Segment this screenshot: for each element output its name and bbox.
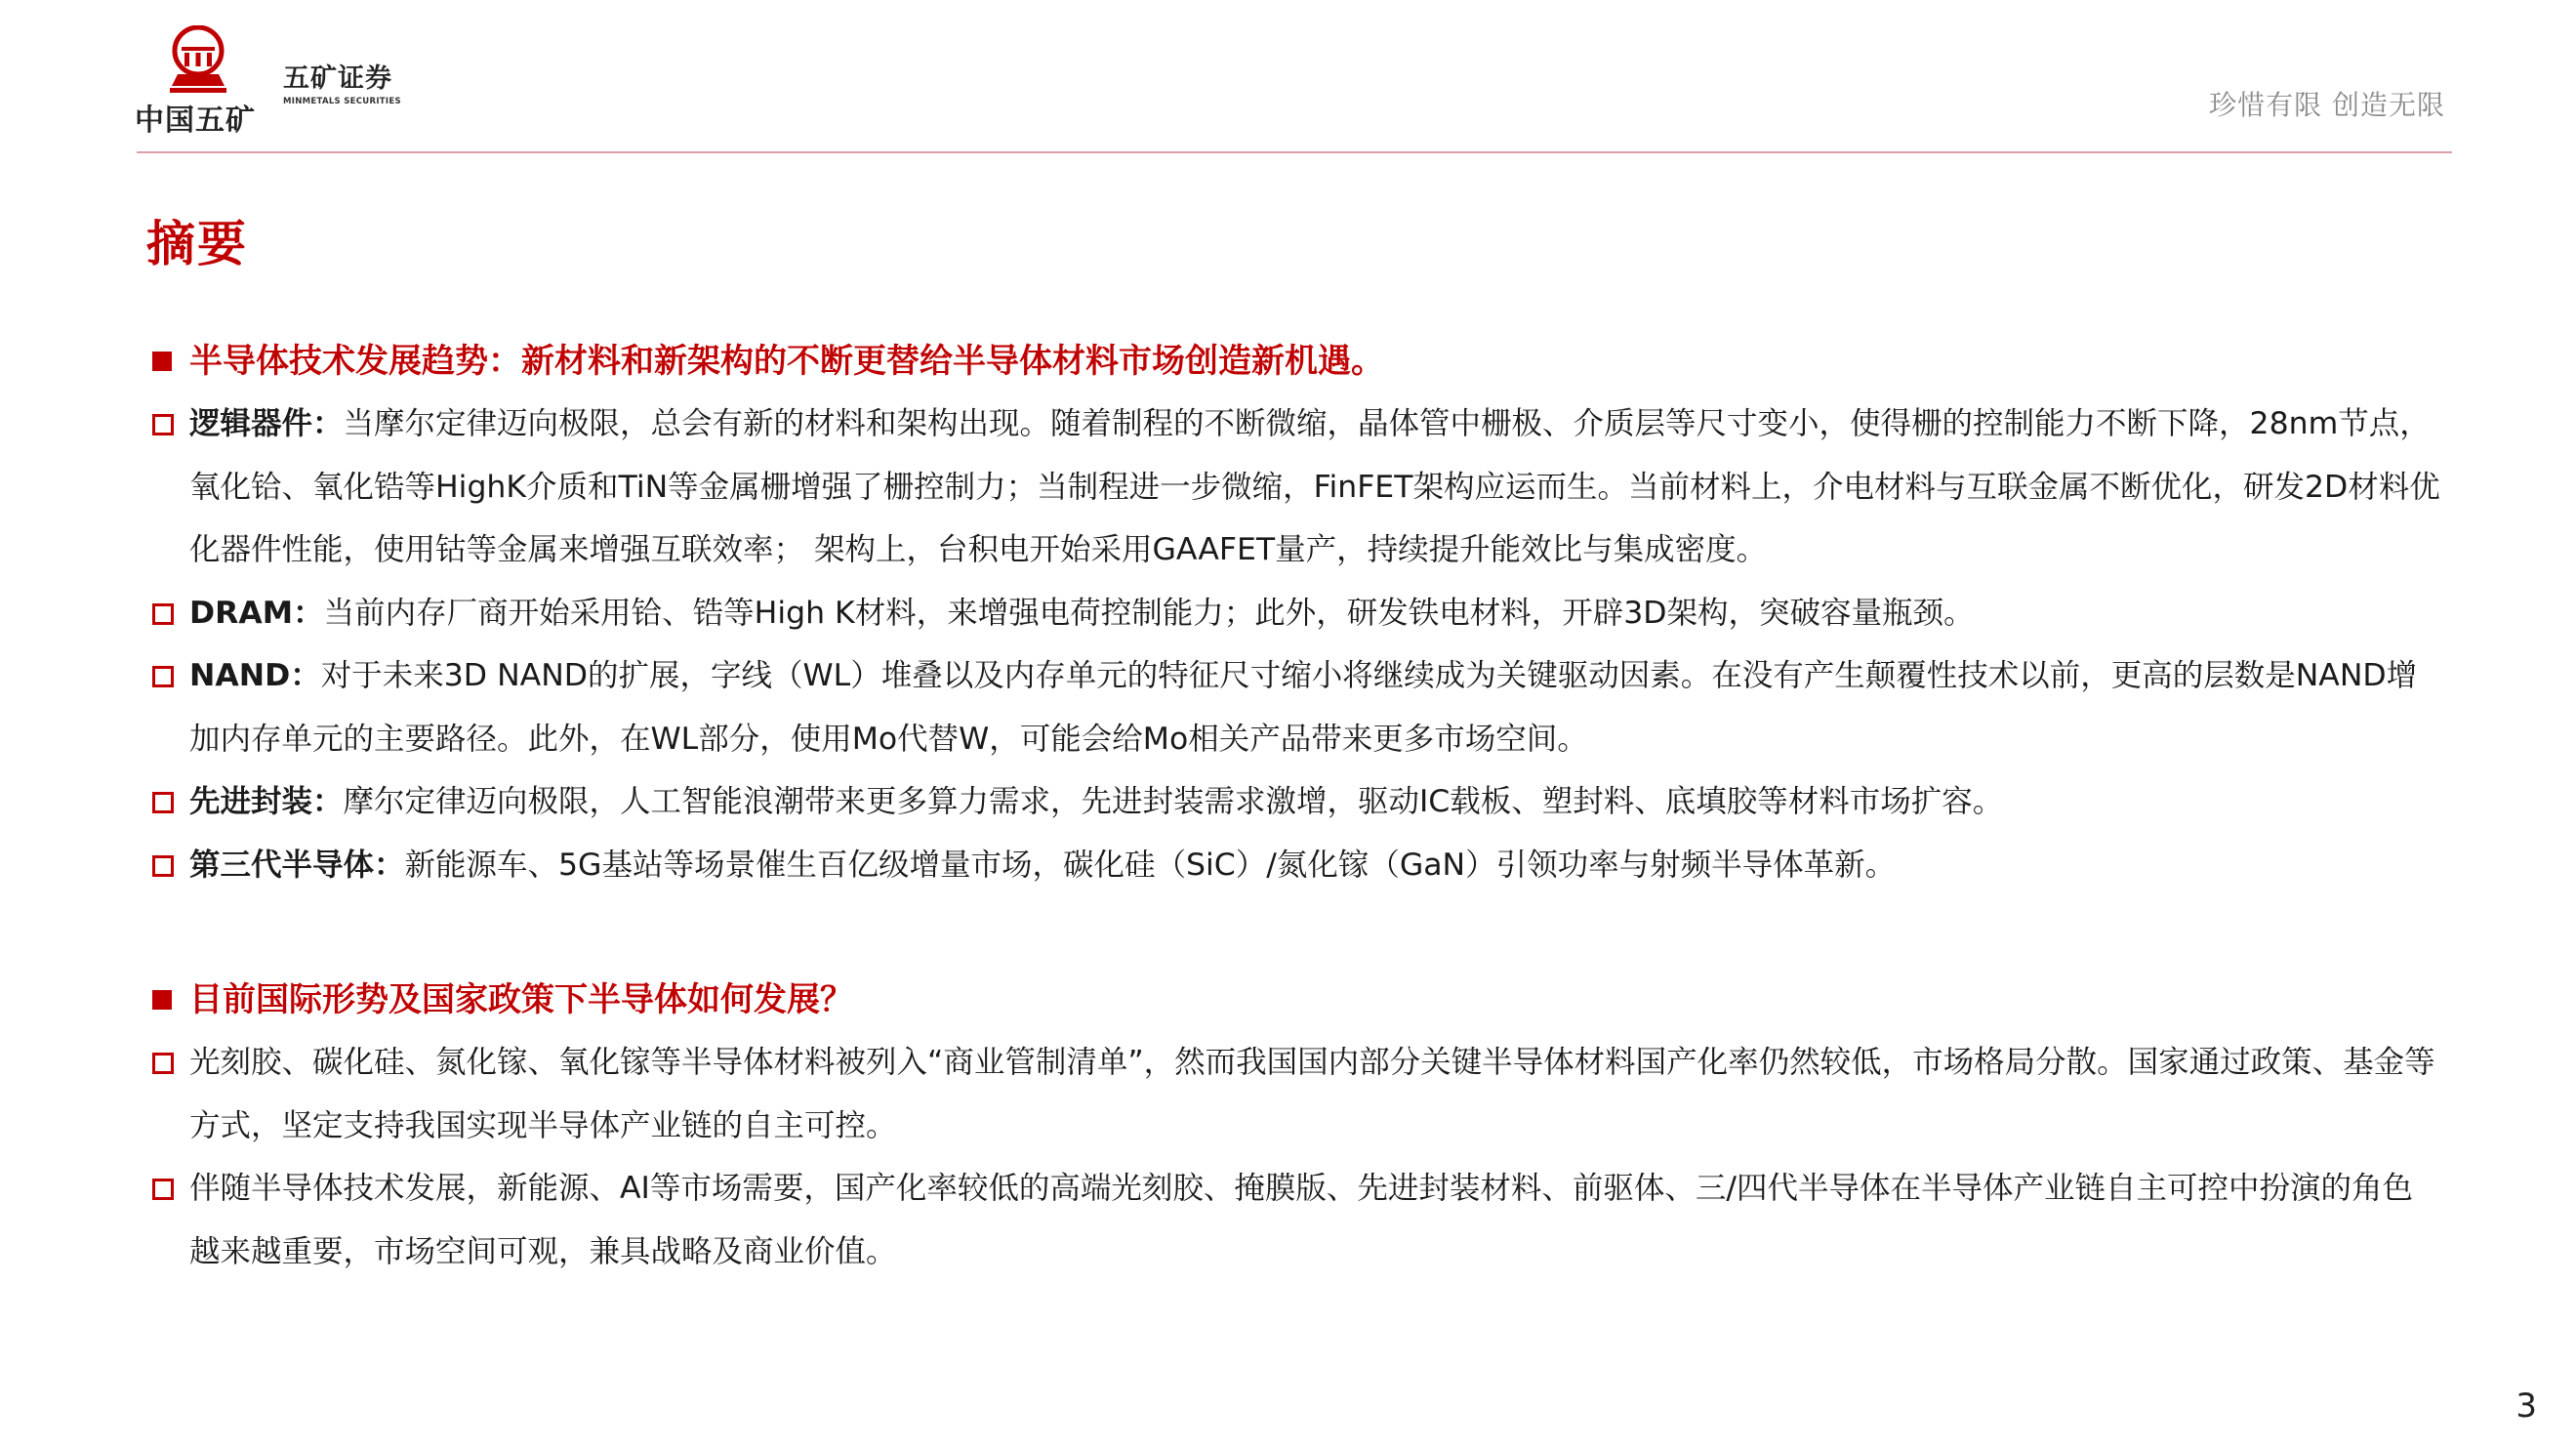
brand-name — [283, 57, 401, 106]
section-heading-text: 半导体技术发展趋势：新材料和新架构的不断更替给半导体材料市场创造新机遇。 — [189, 342, 1384, 381]
bullet-logic-devices — [146, 393, 2440, 582]
bullet-dram — [146, 582, 2440, 645]
section-policy — [146, 973, 2440, 1283]
hollow-square-bullet-icon — [152, 792, 174, 813]
logo-text: 中国五矿 — [135, 104, 256, 138]
bullet-nand — [146, 644, 2440, 770]
bullet-text: 摩尔定律迈向极限，人工智能浪潮带来更多算力需求，先进封装需求激增，驱动IC载板、塑封料、底填胶等材料市场扩容。 — [343, 784, 2004, 819]
slogan: 珍惜有限 创造无限 — [2209, 89, 2445, 121]
brand-name-cn: 五矿证券 — [283, 63, 392, 94]
company-logo — [125, 25, 262, 138]
header-divider — [137, 151, 2452, 153]
filled-square-bullet-icon — [152, 990, 172, 1010]
brand-name-en: MINMETALS SECURITIES — [283, 97, 401, 106]
bullet-text: 新能源车、5G基站等场景催生百亿级增量市场，碳化硅（SiC）/氮化镓（GaN）引领功率与射频半导体革新。 — [404, 847, 1897, 883]
filled-square-bullet-icon — [152, 352, 172, 371]
hollow-square-bullet-icon — [152, 855, 174, 877]
bullet-text: 当前内存厂商开始采用铪、锆等High K材料，来增强电荷控制能力；此外，研发铁电材料，开辟3D架构，突破容量瓶颈。 — [323, 595, 1975, 631]
section-heading — [146, 973, 2440, 1027]
bullet-advanced-packaging — [146, 770, 2440, 834]
hollow-square-bullet-icon — [152, 1053, 174, 1074]
section-heading-text: 目前国际形势及国家政策下半导体如何发展？ — [189, 980, 853, 1019]
bullet-label: 先进封装： — [189, 784, 344, 819]
bullet-text: 光刻胶、碳化硅、氮化镓、氧化镓等半导体材料被列入“商业管制清单”，然而我国国内部分关键半导体材料国产化率仍然较低，市场格局分散。国家通过政策、基金等方式，坚定支持我国实现半导体产业链的自主可控。 — [189, 1045, 2435, 1143]
bullet-label: 逻辑器件： — [189, 406, 344, 441]
bullet-market-outlook — [146, 1157, 2440, 1283]
bullet-label: 第三代半导体： — [189, 847, 405, 883]
page-title: 摘要 — [146, 216, 248, 272]
hollow-square-bullet-icon — [152, 603, 174, 625]
bullet-third-gen-semiconductor — [146, 834, 2440, 897]
hollow-square-bullet-icon — [152, 666, 174, 687]
section-tech-trends — [146, 334, 2440, 896]
bullet-label: NAND： — [189, 658, 321, 693]
bullet-text: 当摩尔定律迈向极限，总会有新的材料和架构出现。随着制程的不断微缩，晶体管中栅极、介质层等尺寸变小，使得栅的控制能力不断下降，28nm节点，氧化铪、氧化锆等HighK介质和TiN等金属栅增强了栅控制力；当制程进一步微缩，FinFET架构应运而生。当前材料上，介电材料与互联金属不断优化，研发2D材料优化器件性能，使用钴等金属来增强互联效率； 架构上，台积电开始采用GAAFET量产，持续提升能效比与集成密度。 — [189, 406, 2440, 567]
bullet-export-control — [146, 1031, 2440, 1157]
section-heading — [146, 334, 2440, 389]
bullet-text: 伴随半导体技术发展，新能源、AI等市场需要，国产化率较低的高端光刻胶、掩膜版、先进封装材料、前驱体、三/四代半导体在半导体产业链自主可控中扮演的角色越来越重要，市场空间可观，兼具战略及商业价值。 — [189, 1171, 2413, 1269]
hollow-square-bullet-icon — [152, 414, 174, 435]
bullet-label: DRAM： — [189, 595, 324, 631]
page-number: 3 — [2515, 1387, 2537, 1426]
logo-emblem-icon — [168, 25, 228, 94]
bullet-text: 对于未来3D NAND的扩展，字线（WL）堆叠以及内存单元的特征尺寸缩小将继续成为关键驱动因素。在没有产生颠覆性技术以前，更高的层数是NAND增加内存单元的主要路径。此外，在WL部分，使用Mo代替W，可能会给Mo相关产品带来更多市场空间。 — [189, 658, 2418, 757]
hollow-square-bullet-icon — [152, 1179, 174, 1200]
